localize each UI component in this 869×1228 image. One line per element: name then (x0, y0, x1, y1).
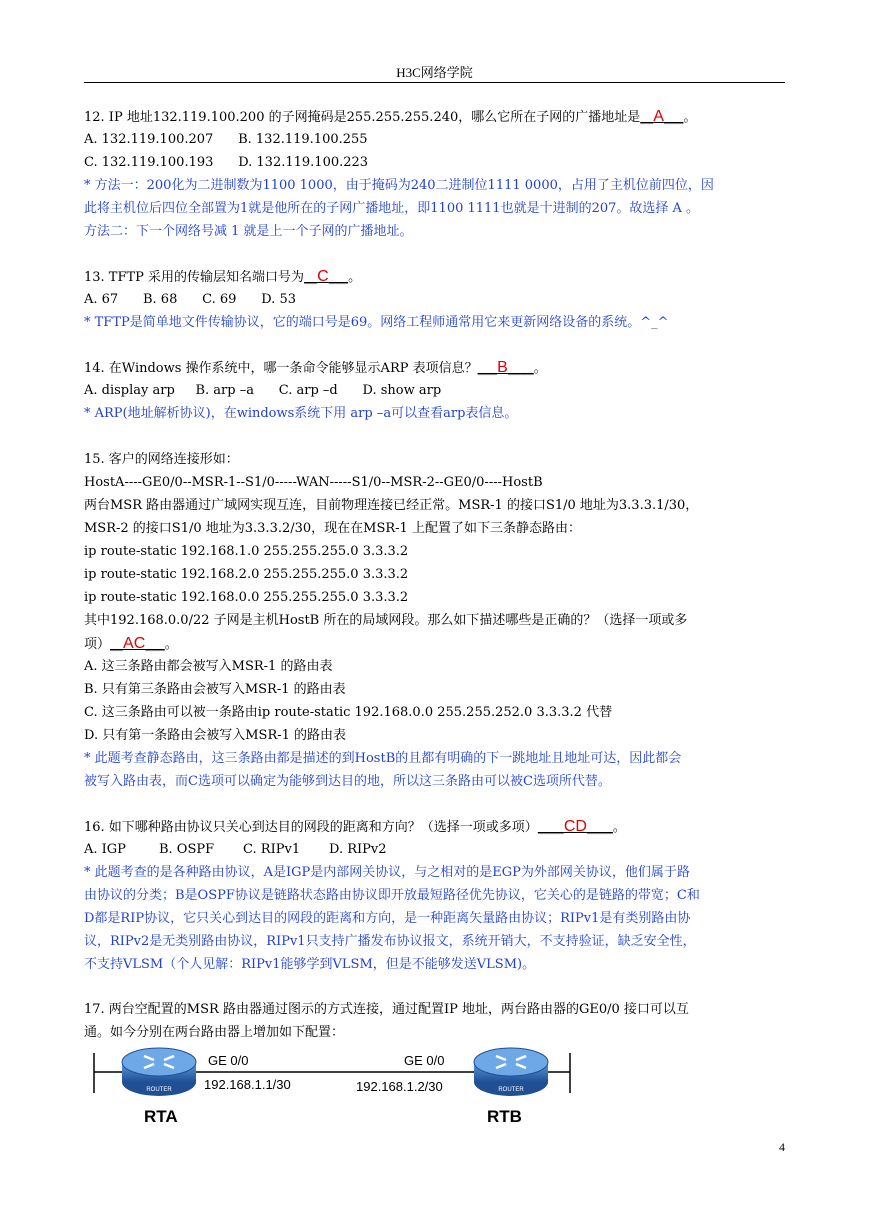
q15-blank (110, 637, 165, 652)
q13-blank-left: __ (304, 270, 318, 285)
q13-stem-text: 13. TFTP 采用的传输层知名端口号为 (84, 270, 305, 285)
q17-stem-line2: 通。如今分别在两台路由器上增加如下配置： (84, 1025, 345, 1040)
q12-blank (640, 110, 683, 125)
q15-blank-left: __ (110, 637, 124, 652)
q12-answer: A (653, 108, 664, 125)
rtb-ip-label: 192.168.1.2/30 (356, 1079, 443, 1094)
rta-ip-label: 192.168.1.1/30 (204, 1077, 291, 1092)
header-rule (84, 82, 785, 83)
q16-note-line3: D都是RIP协议，它只关心到达目的网段的距离和方向，是一种距离矢量路由协议；RIPv1是有类别路由协 (84, 911, 691, 926)
rta-router-label: ROUTER (146, 1087, 172, 1093)
q16-stem-text: 16. 如下哪种路由协议只关心到达目的网段的距离和方向？（选择一项或多项） (84, 820, 538, 835)
q14-blank (478, 361, 534, 376)
q16-note-line2: 由协议的分类；B是OSPF协议是链路状态路由协议即开放最短路径优先协议，它关心的是链路的带宽；C和 (84, 888, 700, 903)
q14-answer: B (497, 359, 508, 376)
q14-stem (84, 359, 547, 377)
q16-stem-end: 。 (612, 820, 626, 835)
q15-option-a: A. 这三条路由都会被写入MSR-1 的路由表 (84, 659, 333, 674)
q15-desc-line1: 两台MSR 路由器通过广域网实现互连，目前物理连接已经正常。MSR-1 的接口S1/0 地址为3.3.3.1/30， (84, 498, 699, 513)
network-diagram (84, 1038, 584, 1133)
router-icon (474, 1048, 548, 1096)
q15-answer: AC (123, 635, 146, 652)
q12-note-line1: * 方法一：200化为二进制数为1100 1000，由于掩码为240二进制位1111 0000，占用了主机位前四位，因 (84, 178, 714, 193)
q12-blank-left: __ (640, 110, 654, 125)
q14-blank-right: ____ (507, 361, 534, 376)
q15-option-b: B. 只有第三条路由会被写入MSR-1 的路由表 (84, 682, 346, 697)
q16-stem (84, 818, 626, 836)
q15-topology: HostA----GE0/0--MSR-1--S1/0-----WAN-----S1/0--MSR-2--GE0/0----HostB (84, 475, 543, 490)
q13-options: A. 67 B. 68 C. 69 D. 53 (84, 292, 296, 307)
q16-options: A. IGP B. OSPF C. RIPv1 D. RIPv2 (84, 842, 387, 857)
q12-note-line2: 此将主机位后四位全部置为1就是他所在的子网广播地址，即1100 1111也就是十进制的207。故选择 A 。 (84, 201, 700, 216)
q12-stem-text: 12. IP 地址132.119.100.200 的子网掩码是255.255.255.240，哪么它所在子网的广播地址是 (84, 110, 641, 125)
router-icon (122, 1048, 196, 1096)
q15-note-line1: * 此题考查静态路由，这三条路由都是描述的到HostB的且都有明确的下一跳地址且地址可达，因此都会 (84, 751, 682, 766)
q15-ask-text: 项） (84, 637, 111, 652)
q15-option-c: C. 这三条路由可以被一条路由ip route-static 192.168.0.0 255.255.252.0 3.3.3.2 代替 (84, 705, 613, 720)
q15-route1: ip route-static 192.168.1.0 255.255.255.0 3.3.3.2 (84, 544, 409, 559)
q13-stem-end: 。 (348, 270, 362, 285)
q13-note: * TFTP是简单地文件传输协议，它的端口号是69。网络工程师通常用它来更新网络设备的系统。^_^ (84, 315, 669, 330)
q13-blank (304, 270, 348, 285)
q16-blank (538, 820, 613, 835)
rta-port-label: GE 0/0 (208, 1053, 249, 1068)
q13-blank-right: ___ (328, 270, 349, 285)
q16-answer: CD (563, 818, 587, 835)
q16-blank-left: ____ (537, 820, 564, 835)
rtb-name: RTB (487, 1107, 522, 1126)
q14-options: A. display arp B. arp –a C. arp –d D. show arp (84, 383, 442, 398)
q15-route3: ip route-static 192.168.0.0 255.255.255.0 3.3.3.2 (84, 590, 409, 605)
q14-stem-end: 。 (533, 361, 547, 376)
q15-blank-right: ___ (145, 637, 165, 652)
q16-note-line4: 议，RIPv2是无类别路由协议，RIPv1只支持广播发布协议报文，系统开销大，不支持验证，缺乏安全性， (84, 934, 696, 949)
q15-desc-line2: MSR-2 的接口S1/0 地址为3.3.3.2/30，现在在MSR-1 上配置了如下三条静态路由： (84, 521, 581, 536)
q12-stem (84, 108, 696, 126)
q14-stem-text: 14. 在Windows 操作系统中，哪一条命令能够显示ARP 表项信息？ (84, 361, 478, 376)
q16-note-line1: * 此题考查的是各种路由协议，A是IGP是内部网关协议，与之相对的是EGP为外部网关协议，他们属于路 (84, 865, 690, 880)
q12-options-row2: C. 132.119.100.193 D. 132.119.100.223 (84, 155, 369, 170)
q14-note: * ARP(地址解析协议)，在windows系统下用 arp –a可以查看arp表信息。 (84, 406, 518, 421)
q13-stem (84, 268, 361, 286)
q16-note-line5: 不支持VLSM（个人见解：RIPv1能够学到VLSM，但是不能够发送VLSM)。 (84, 957, 536, 972)
rtb-router-label: ROUTER (498, 1087, 524, 1093)
q15-ask-line2 (84, 635, 178, 653)
q14-blank-left: ___ (477, 361, 498, 376)
q15-option-d: D. 只有第一条路由会被写入MSR-1 的路由表 (84, 728, 347, 743)
q15-ask-line1: 其中192.168.0.0/22 子网是主机HostB 所在的局域网段。那么如下描述哪些是正确的？（选择一项或多 (84, 613, 688, 628)
page-header: H3C网络学院 (396, 65, 473, 80)
q12-note-line3: 方法二：下一个网络号减 1 就是上一个子网的广播地址。 (84, 224, 413, 239)
rtb-port-label: GE 0/0 (404, 1053, 445, 1068)
q15-stem: 15. 客户的网络连接形如： (84, 452, 239, 467)
q15-route2: ip route-static 192.168.2.0 255.255.255.0 3.3.3.2 (84, 567, 409, 582)
q16-blank-right: ____ (586, 820, 613, 835)
q12-options-row1: A. 132.119.100.207 B. 132.119.100.255 (84, 132, 368, 147)
q17-stem-line1: 17. 两台空配置的MSR 路由器通过图示的方式连接，通过配置IP 地址，两台路由器的GE0/0 接口可以互 (84, 1002, 689, 1017)
page-number: 4 (779, 1140, 785, 1154)
q12-blank-right: ___ (663, 110, 684, 125)
rta-name: RTA (144, 1107, 178, 1126)
q15-note-line2: 被写入路由表，而C选项可以确定为能够到达目的地，所以这三条路由可以被C选项所代替。 (84, 774, 611, 789)
q13-answer: C (317, 268, 329, 285)
q15-ask-end: 。 (164, 637, 178, 652)
q12-stem-end: 。 (683, 110, 697, 125)
